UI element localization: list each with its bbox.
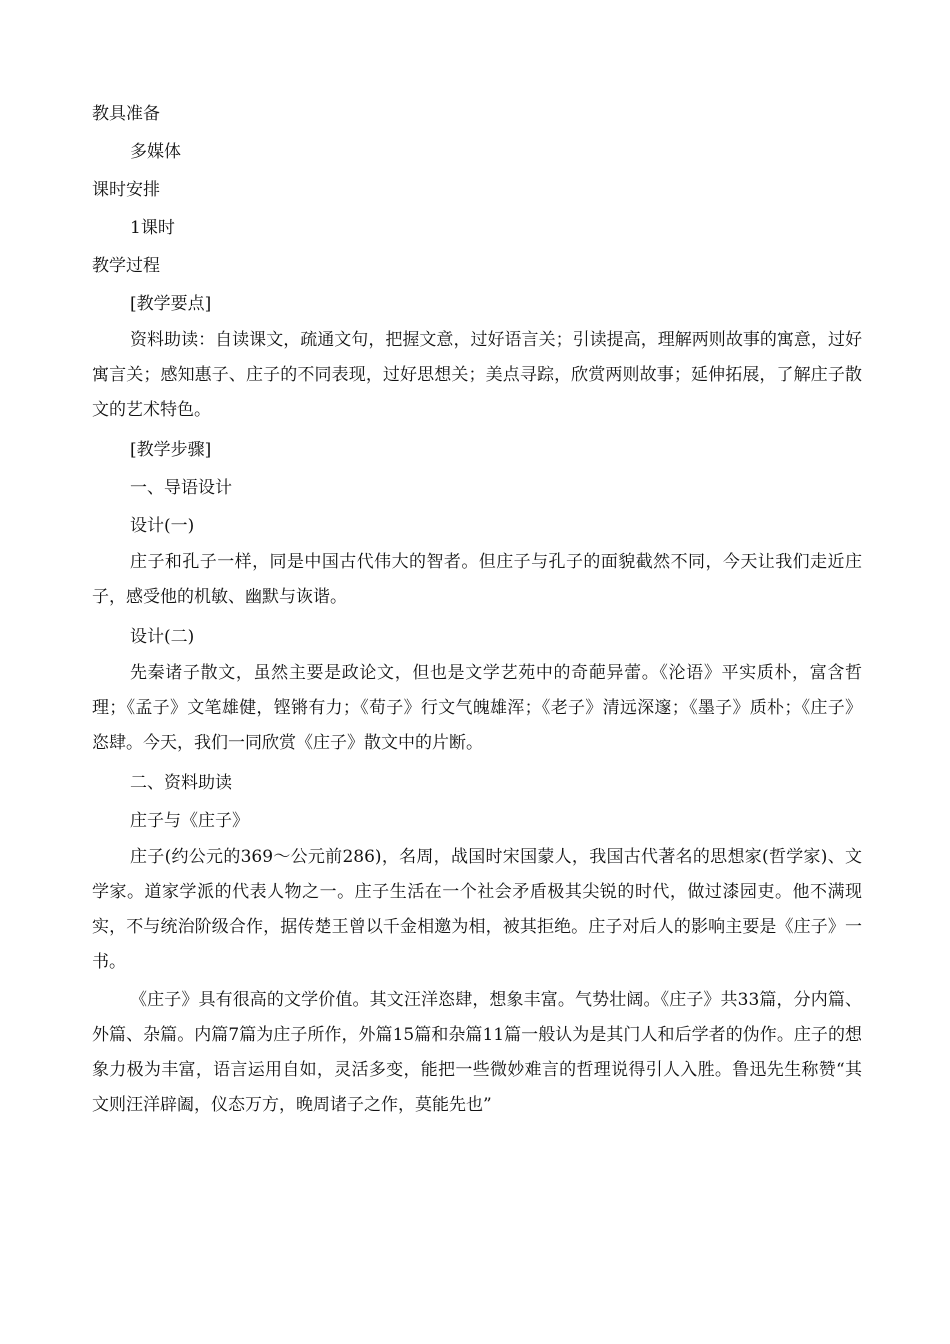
zhuangzi-text-1: 庄子(约公元的369～公元前286)，名周，战国时宋国蒙人，我国古代著名的思想家(哲学家)、文学家。道家学派的代表人物之一。庄子生活在一个社会矛盾极其尖锐的时代，做过漆园吏。他不满现实，不与统治阶级合作，据传楚王曾以千金相邀为相，被其拒绝。庄子对后人的影响主要是《庄子》一书。	[92, 847, 862, 972]
zhuangzi-title: 庄子与《庄子》	[130, 811, 249, 831]
design1-text: 庄子和孔子一样，同是中国古代伟大的智者。但庄子与孔子的面貌截然不同，今天让我们走近庄子，感受他的机敏、幽默与诙谐。	[92, 552, 862, 607]
process-heading: 教学过程	[92, 256, 160, 276]
tools-value: 多媒体	[130, 142, 181, 162]
hours-heading: 课时安排	[92, 180, 160, 200]
hours-value: 1课时	[130, 218, 175, 238]
key-points-text: 资料助读：自读课文，疏通文句，把握文意，过好语言关；引读提高，理解两则故事的寓意，过好寓言关；感知惠子、庄子的不同表现，过好思想关；美点寻踪，欣赏两则故事；延伸拓展，了解庄子散文的艺术特色。	[92, 330, 862, 420]
design1-title: 设计(一)	[130, 516, 195, 536]
intro-title: 一、导语设计	[130, 478, 232, 498]
key-points-label: [教学要点]	[130, 294, 212, 314]
zhuangzi-text-2: 《庄子》具有很高的文学价值。其文汪洋恣肆，想象丰富。气势壮阔。《庄子》共33篇，分内篇、外篇、杂篇。内篇7篇为庄子所作，外篇15篇和杂篇11篇一般认为是其门人和后学者的伪作。庄子的想象力极为丰富，语言运用自如，灵活多变，能把一些微妙难言的哲理说得引人入胜。鲁迅先生称赞“其文则汪洋辟阖，仪态万方，晚周诸子之作，莫能先也”	[92, 990, 862, 1115]
reading-title: 二、资料助读	[130, 773, 232, 793]
document-page	[92, 95, 862, 1126]
design2-title: 设计(二)	[130, 627, 195, 647]
tools-heading: 教具准备	[92, 104, 160, 124]
steps-label: [教学步骤]	[130, 440, 212, 460]
design2-text: 先秦诸子散文，虽然主要是政论文，但也是文学艺苑中的奇葩异蕾。《沦语》平实质朴，富含哲理；《孟子》文笔雄健，铿锵有力；《荀子》行文气魄雄浑；《老子》清远深邃；《墨子》质朴；《庄子》恣肆。今天，我们一同欣赏《庄子》散文中的片断。	[92, 663, 862, 753]
